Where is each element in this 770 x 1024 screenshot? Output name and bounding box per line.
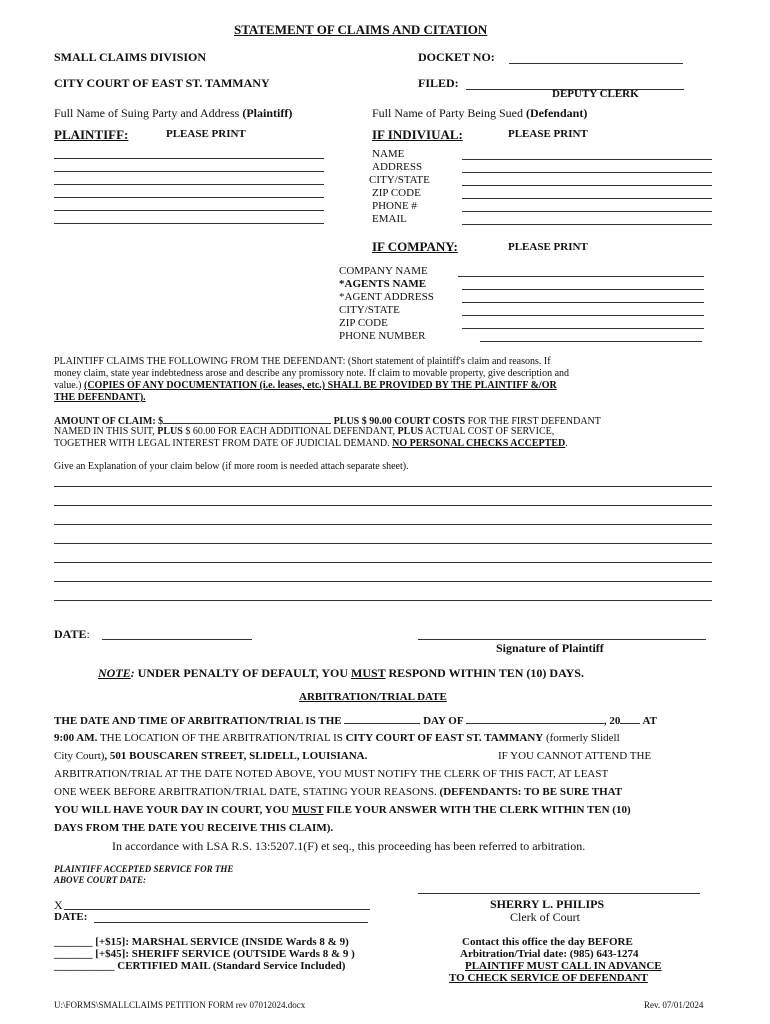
accept-x-label: X <box>54 898 63 912</box>
ind-field-email: EMAIL <box>372 213 407 225</box>
form-title: STATEMENT OF CLAIMS AND CITATION <box>234 22 488 37</box>
co-input-name[interactable] <box>458 276 704 277</box>
co-input-city[interactable] <box>462 315 704 316</box>
contact-line-2: Arbitration/Trial date: (985) 643-1274 <box>460 948 639 960</box>
deputy-clerk-label: DEPUTY CLERK <box>552 88 639 100</box>
service-marshal[interactable]: _______ [+$15]: MARSHAL SERVICE (INSIDE Wards 8 & 9) <box>54 936 349 948</box>
ind-field-name: NAME <box>372 148 405 160</box>
ind-input-city[interactable] <box>462 185 712 186</box>
accept-date-input[interactable] <box>94 922 368 923</box>
plaintiff-heading: Full Name of Suing Party and Address (Plaintiff) <box>54 106 293 120</box>
company-please-print: PLEASE PRINT <box>508 241 588 253</box>
ind-field-phone: PHONE # <box>372 200 417 212</box>
contact-line-4: TO CHECK SERVICE OF DEFENDANT <box>449 972 648 984</box>
arb-line-3-end: IF YOU CANNOT ATTEND THE <box>498 750 652 762</box>
plaintiff-line-6[interactable] <box>54 223 324 224</box>
ind-field-address: ADDRESS <box>372 161 423 173</box>
footer-file-path: U:\FORMS\SMALLCLAIMS PETITION FORM rev 07012024.docx <box>54 1000 306 1010</box>
explanation-line-3[interactable] <box>54 524 712 525</box>
arb-line-7: DAYS FROM THE DATE YOU RECEIVE THIS CLAIM). <box>54 822 334 834</box>
service-certified-mail[interactable]: ___________ CERTIFIED MAIL (Standard Service Included) <box>54 960 346 972</box>
plaintiff-line-2[interactable] <box>54 171 324 172</box>
arb-month-input[interactable] <box>466 714 604 724</box>
clerk-name: SHERRY L. PHILIPS <box>490 897 605 911</box>
co-input-agent[interactable] <box>462 289 704 290</box>
amount-input[interactable] <box>163 414 331 424</box>
plaintiff-line-5[interactable] <box>54 210 324 211</box>
claims-line-1: PLAINTIFF CLAIMS THE FOLLOWING FROM THE DEFENDANT: (Short statement of plaintiff's claim and reasons. If <box>54 356 551 367</box>
amount-line-3: TOGETHER WITH LEGAL INTEREST FROM DATE OF JUDICIAL DEMAND. NO PERSONAL CHECKS ACCEPTED. <box>54 438 568 449</box>
co-input-zip[interactable] <box>462 328 704 329</box>
explanation-line-5[interactable] <box>54 562 712 563</box>
contact-line-1: Contact this office the day BEFORE <box>462 936 633 948</box>
arb-line-5: ONE WEEK BEFORE ARBITRATION/TRIAL DATE, STATING YOUR REASONS. (DEFENDANTS: TO BE SURE THAT <box>54 786 623 798</box>
ind-input-zip[interactable] <box>462 198 712 199</box>
accept-line-1: PLAINTIFF ACCEPTED SERVICE FOR THE <box>54 864 234 874</box>
default-note: NOTE: UNDER PENALTY OF DEFAULT, YOU MUST RESPOND WITHIN TEN (10) DAYS. <box>98 666 584 680</box>
accept-signature-input[interactable] <box>64 909 370 910</box>
arb-day-input[interactable] <box>344 714 420 724</box>
arb-line-4: ARBITRATION/TRIAL AT THE DATE NOTED ABOVE, YOU MUST NOTIFY THE CLERK OF THIS FACT, AT LEAST <box>54 768 609 780</box>
plaintiff-label: PLAINTIFF: <box>54 127 129 142</box>
claims-line-2: money claim, state year indebtedness arose and describe any promissory note. If claim to movable property, give description and <box>54 368 570 379</box>
docket-field[interactable] <box>509 63 683 64</box>
arb-line-1: THE DATE AND TIME OF ARBITRATION/TRIAL IS THE DAY OF , 20 AT <box>54 715 657 727</box>
amount-line-1: AMOUNT OF CLAIM: $ PLUS $ 90.00 COURT COSTS FOR THE FIRST DEFENDANT <box>54 416 601 427</box>
co-field-name: COMPANY NAME <box>339 265 428 277</box>
co-input-agent-address[interactable] <box>462 302 704 303</box>
individual-label: IF INDIVIUAL: <box>372 127 463 142</box>
footer-revision: Rev. 07/01/2024 <box>644 1000 704 1010</box>
court-label: CITY COURT OF EAST ST. TAMMANY <box>54 76 270 90</box>
co-field-phone: PHONE NUMBER <box>339 330 426 342</box>
clerk-title: Clerk of Court <box>510 910 580 924</box>
arb-year-input[interactable] <box>620 714 640 724</box>
lsa-statement: In accordance with LSA R.S. 13:5207.1(F) et seq., this proceeding has been referred to arbitration. <box>112 839 586 853</box>
ind-field-zip: ZIP CODE <box>372 187 421 199</box>
filed-label: FILED: <box>418 76 459 90</box>
explanation-prompt: Give an Explanation of your claim below (if more room is needed attach separate sheet). <box>54 461 409 472</box>
explanation-line-6[interactable] <box>54 581 712 582</box>
arbitration-heading: ARBITRATION/TRIAL DATE <box>299 691 447 703</box>
defendant-heading: Full Name of Party Being Sued (Defendant) <box>372 106 588 120</box>
explanation-line-2[interactable] <box>54 505 712 506</box>
date-label: DATE: <box>54 627 90 641</box>
contact-line-3: PLAINTIFF MUST CALL IN ADVANCE <box>465 960 662 972</box>
co-input-phone[interactable] <box>480 341 702 342</box>
date-input[interactable] <box>102 639 252 640</box>
signature-line[interactable] <box>418 639 706 640</box>
company-label: IF COMPANY: <box>372 239 458 254</box>
plaintiff-please-print: PLEASE PRINT <box>166 128 246 140</box>
claims-line-3: value.) (COPIES OF ANY DOCUMENTATION (i.e. leases, etc.) SHALL BE PROVIDED BY THE PLAINTIFF &/OR <box>54 380 557 391</box>
amount-line-2: NAMED IN THIS SUIT, PLUS $ 60.00 FOR EACH ADDITIONAL DEFENDANT, PLUS ACTUAL COST OF SERVICE, <box>54 426 555 437</box>
plaintiff-line-1[interactable] <box>54 158 324 159</box>
docket-label: DOCKET NO: <box>418 50 495 64</box>
accept-date-label: DATE: <box>54 911 88 923</box>
arb-line-2: 9:00 AM. THE LOCATION OF THE ARBITRATION/TRIAL IS CITY COURT OF EAST ST. TAMMANY (formerly Slidell <box>54 732 620 744</box>
ind-input-phone[interactable] <box>462 211 712 212</box>
arb-line-3: City Court), 501 BOUSCAREN STREET, SLIDELL, LOUISIANA. <box>54 750 368 762</box>
clerk-signature-line <box>418 893 700 894</box>
co-field-city: CITY/STATE <box>339 304 400 316</box>
arb-line-6: YOU WILL HAVE YOUR DAY IN COURT, YOU MUST FILE YOUR ANSWER WITH THE CLERK WITHIN TEN (10) <box>54 804 631 816</box>
ind-field-city: CITY/STATE <box>369 174 430 186</box>
accept-line-2: ABOVE COURT DATE: <box>54 875 147 885</box>
division-label: SMALL CLAIMS DIVISION <box>54 50 207 64</box>
explanation-line-7[interactable] <box>54 600 712 601</box>
plaintiff-line-4[interactable] <box>54 197 324 198</box>
service-sheriff[interactable]: _______ [+$45]: SHERIFF SERVICE (OUTSIDE Wards 8 & 9 ) <box>54 948 355 960</box>
ind-input-email[interactable] <box>462 224 712 225</box>
plaintiff-line-3[interactable] <box>54 184 324 185</box>
co-field-agent-address: *AGENT ADDRESS <box>339 291 434 303</box>
claims-line-4: THE DEFENDANT). <box>54 392 146 403</box>
explanation-line-1[interactable] <box>54 486 712 487</box>
explanation-line-4[interactable] <box>54 543 712 544</box>
individual-please-print: PLEASE PRINT <box>508 128 588 140</box>
signature-label: Signature of Plaintiff <box>496 641 604 655</box>
ind-input-address[interactable] <box>462 172 712 173</box>
ind-input-name[interactable] <box>462 159 712 160</box>
co-field-agent: *AGENTS NAME <box>339 278 427 290</box>
co-field-zip: ZIP CODE <box>339 317 388 329</box>
